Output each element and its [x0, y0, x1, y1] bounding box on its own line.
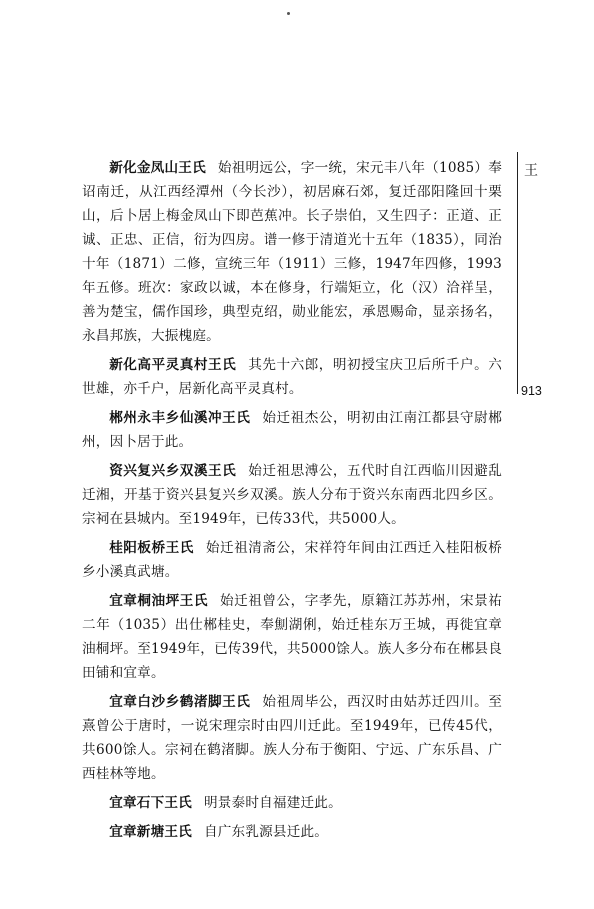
- entry-text: 自广东乳源县迁此。: [203, 824, 329, 840]
- entry-title: 新化高平灵真村王氏: [109, 357, 237, 373]
- entry-paragraph: [82, 156, 502, 348]
- entry-text: 始祖明远公，字一统，宋元丰八年（1085）奉诏南迁，从江西经潭州（今长沙），初居麻石郊，复迁邵阳隆回十栗山，后卜居上梅金凤山下即芭蕉冲。长子崇伯，又生四子：正道、正诚、正忠、正信，衍为四房。谱一修于清道光十五年（1835），同治十年（1871）二修，宣统三年（1911）三修，1947年四修，1993年五修。班次：家政以诚，本在修身，行端矩立，化（汉）洽祥呈，善为楚宝，儒作国珍，典型克绍，勋业能宏，承恩赐命，显亲扬名，永昌邦族，大振槐庭。: [82, 160, 502, 344]
- entry-paragraph: [82, 820, 502, 844]
- entry-title: 桂阳板桥王氏: [109, 540, 194, 556]
- genealogy-entries: [82, 156, 502, 849]
- entry-title: 资兴复兴乡双溪王氏: [109, 463, 237, 479]
- entry-paragraph: [82, 536, 502, 584]
- entry-paragraph: [82, 406, 502, 454]
- entry-paragraph: [82, 791, 502, 815]
- entry-title: 宜章石下王氏: [109, 795, 192, 811]
- entry-text: 明景泰时自福建迁此。: [203, 795, 342, 811]
- entry-title: 宜章白沙乡鹤渚脚王氏: [109, 694, 251, 710]
- entry-title: 宜章桐油坪王氏: [109, 593, 208, 609]
- entry-title: 宜章新塘王氏: [109, 824, 192, 840]
- entry-text: 始迁祖思溥公，五代时自江西临川因避乱迁湘，开基于资兴县复兴乡双溪。族人分布于资兴东南西北四乡区。宗祠在县城内。至1949年，已传33代，共5000人。: [82, 463, 502, 527]
- entry-paragraph: [82, 459, 502, 531]
- entry-text: 始迁祖清斋公，宋祥符年间由江西迁入桂阳板桥乡小溪真武塘。: [82, 540, 503, 580]
- print-mark: [287, 12, 290, 15]
- entry-title: 新化金凤山王氏: [109, 160, 206, 176]
- entry-text: 始迁祖曾公，字孝先，原籍江苏苏州，宋景祐二年（1035）出仕郴桂史，奉劁湖俐，始迁桂东万王城，再徙宜章油桐坪。至1949年，已传39代，共5000馀人。族人多分布在郴县良田铺和宜章。: [82, 593, 502, 681]
- margin-rule: [517, 152, 518, 394]
- entry-text: 其先十六郎，明初授宝庆卫后所千户。六世雄，亦千户，居新化高平灵真村。: [82, 357, 502, 397]
- entry-text: 始迁祖杰公，明初由江南江都县守尉郴州，因卜居于此。: [82, 410, 503, 450]
- surname-marker: 王: [524, 163, 538, 179]
- entry-paragraph: [82, 353, 502, 401]
- page-number: 913: [521, 384, 542, 398]
- entry-paragraph: [82, 589, 502, 685]
- entry-text: 始祖周毕公，西汉时由姑苏迁四川。至熹曾公于唐时，一说宋理宗时由四川迁此。至1949年，已传45代，共600馀人。宗祠在鹤渚脚。族人分布于衡阳、宁远、广东乐昌、广西桂林等地。: [82, 694, 503, 782]
- entry-paragraph: [82, 690, 502, 786]
- entry-title: 郴州永丰乡仙溪冲王氏: [109, 410, 251, 426]
